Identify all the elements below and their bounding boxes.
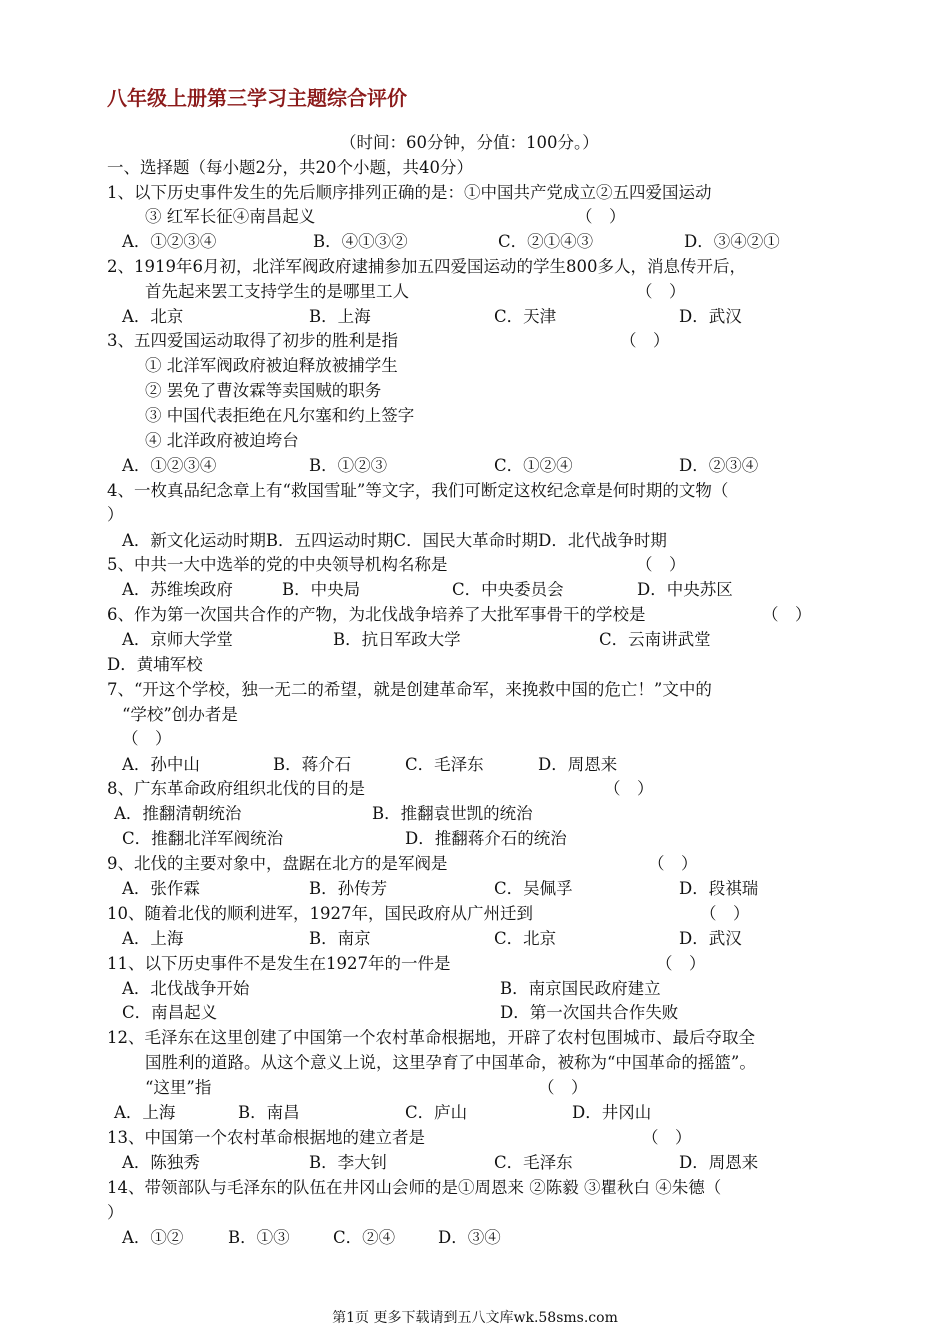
q1-option-d: D．③④②① [684, 232, 780, 251]
q12-answer-blank: （ ） [538, 1078, 588, 1097]
q3-item-2: ② 罢免了曹汝霖等卖国贼的职务 [145, 381, 382, 400]
q6-answer-blank: （ ） [762, 605, 812, 624]
q3-stem: 3、五四爱国运动取得了初步的胜利是指 [107, 331, 398, 350]
q3-option-c: C．①②④ [494, 456, 573, 475]
q14-option-d: D．③④ [438, 1228, 501, 1247]
q1-option-a: A．①②③④ [122, 232, 217, 251]
q2-option-a: A．北京 [122, 307, 184, 326]
q14-option-a: A．①② [122, 1228, 184, 1247]
time-and-score: （时间：60分钟，分值：100分。） [340, 133, 599, 152]
document-title: 八年级上册第三学习主题综合评价 [107, 86, 407, 110]
q7-stem: 7、“开这个学校，独一无二的希望，就是创建革命军，来挽救中国的危亡！”文中的 [107, 680, 712, 699]
q7-option-c: C．毛泽东 [405, 755, 484, 774]
q8-option-b: B．推翻袁世凯的统治 [372, 804, 533, 823]
q6-option-c: C．云南讲武堂 [599, 630, 711, 649]
q3-item-3: ③ 中国代表拒绝在凡尔塞和约上签字 [145, 406, 415, 425]
q1-stem-cont: ③ 红军长征④南昌起义 [145, 207, 316, 226]
q2-answer-blank: （ ） [636, 282, 686, 301]
q8-stem: 8、广东革命政府组织北伐的目的是 [107, 779, 365, 798]
q5-option-b: B．中央局 [282, 580, 361, 599]
page-footer: 第1页 更多下载请到五八文库wk.58sms.com [332, 1310, 618, 1326]
q7-option-b: B．蒋介石 [273, 755, 352, 774]
q7-answer-blank: （ ） [122, 729, 172, 748]
q10-option-c: C．北京 [494, 929, 557, 948]
q6-option-b: B．抗日军政大学 [333, 630, 461, 649]
q4-stem: 4、一枚真品纪念章上有“救国雪耻”等文字，我们可断定这枚纪念章是何时期的文物（ [107, 481, 729, 500]
q14-stem: 14、带领部队与毛泽东的队伍在井冈山会师的是①周恩来 ②陈毅 ③瞿秋白 ④朱德（ [107, 1178, 722, 1197]
q13-option-d: D．周恩来 [679, 1153, 759, 1172]
q3-option-b: B．①②③ [309, 456, 388, 475]
q8-option-c: C．推翻北洋军阀统治 [122, 829, 284, 848]
q7-option-d: D．周恩来 [538, 755, 618, 774]
q6-option-a: A．京师大学堂 [122, 630, 233, 649]
q3-option-a: A．①②③④ [122, 456, 217, 475]
q5-option-d: D．中央苏区 [637, 580, 733, 599]
section-heading: 一、选择题（每小题2分，共20个小题，共40分） [107, 158, 473, 177]
q9-option-b: B．孙传芳 [309, 879, 388, 898]
q14-option-c: C．②④ [333, 1228, 396, 1247]
q9-stem: 9、北伐的主要对象中，盘踞在北方的是军阀是 [107, 854, 448, 873]
q11-option-a: A．北伐战争开始 [122, 979, 250, 998]
q2-option-d: D．武汉 [679, 307, 742, 326]
q5-stem: 5、中共一大中选举的党的中央领导机构名称是 [107, 555, 448, 574]
q6-stem: 6、作为第一次国共合作的产物，为北伐战争培养了大批军事骨干的学校是 [107, 605, 646, 624]
q11-option-c: C．南昌起义 [122, 1003, 218, 1022]
q6-option-d: D．黄埔军校 [107, 655, 203, 674]
q10-option-a: A．上海 [122, 929, 184, 948]
q11-option-b: B．南京国民政府建立 [500, 979, 661, 998]
q1-stem: 1、以下历史事件发生的先后顺序排列正确的是：①中国共产党成立②五四爱国运动 [107, 183, 712, 202]
q1-option-b: B．④①③② [313, 232, 408, 251]
q8-answer-blank: （ ） [604, 779, 654, 798]
q12-stem-cont2: “这里”指 [145, 1078, 212, 1097]
q2-stem: 2、1919年6月初，北洋军阀政府逮捕参加五四爱国运动的学生800多人，消息传开后， [107, 257, 746, 276]
q13-option-a: A．陈独秀 [122, 1153, 200, 1172]
q12-stem-cont: 国胜利的道路。从这个意义上说，这里孕育了中国革命，被称为“中国革命的摇篮”。 [145, 1053, 756, 1072]
q1-answer-blank: （ ） [576, 207, 626, 226]
q9-option-a: A．张作霖 [122, 879, 200, 898]
q12-option-b: B．南昌 [238, 1103, 300, 1122]
q8-option-a: A．推翻清朝统治 [114, 804, 242, 823]
q10-answer-blank: （ ） [700, 904, 750, 923]
q10-option-d: D．武汉 [679, 929, 742, 948]
q9-option-c: C．吴佩孚 [494, 879, 573, 898]
q3-item-1: ① 北洋军阀政府被迫释放被捕学生 [145, 356, 398, 375]
q7-option-a: A．孙中山 [122, 755, 200, 774]
q3-item-4: ④ 北洋政府被迫垮台 [145, 431, 299, 450]
q7-stem-cont: “学校”创办者是 [122, 705, 238, 724]
q14-option-b: B．①③ [228, 1228, 290, 1247]
q10-stem: 10、随着北伐的顺利进军，1927年，国民政府从广州迁到 [107, 904, 533, 923]
q14-stem-cont: ） [107, 1203, 124, 1222]
q2-option-c: C．天津 [494, 307, 557, 326]
q13-option-c: C．毛泽东 [494, 1153, 573, 1172]
q5-answer-blank: （ ） [636, 555, 686, 574]
q12-option-d: D．井冈山 [572, 1103, 652, 1122]
q13-stem: 13、中国第一个农村革命根据地的建立者是 [107, 1128, 425, 1147]
q2-stem-cont: 首先起来罢工支持学生的是哪里工人 [145, 282, 409, 301]
q9-answer-blank: （ ） [648, 854, 698, 873]
q9-option-d: D．段祺瑞 [679, 879, 759, 898]
q3-answer-blank: （ ） [620, 331, 670, 350]
q3-option-d: D．②③④ [679, 456, 759, 475]
q11-stem: 11、以下历史事件不是发生在1927年的一件是 [107, 954, 451, 973]
q13-answer-blank: （ ） [642, 1128, 692, 1147]
q12-option-a: A．上海 [114, 1103, 176, 1122]
q11-answer-blank: （ ） [656, 954, 706, 973]
q5-option-c: C．中央委员会 [452, 580, 564, 599]
q13-option-b: B．李大钊 [309, 1153, 388, 1172]
q1-option-c: C．②①④③ [498, 232, 594, 251]
q10-option-b: B．南京 [309, 929, 371, 948]
q12-stem: 12、毛泽东在这里创建了中国第一个农村革命根据地，开辟了农村包围城市、最后夺取全 [107, 1028, 755, 1047]
q12-option-c: C．庐山 [405, 1103, 468, 1122]
q5-option-a: A．苏维埃政府 [122, 580, 233, 599]
q8-option-d: D．推翻蒋介石的统治 [405, 829, 567, 848]
q4-options: A．新文化运动时期B．五四运动时期C．国民大革命时期D．北代战争时期 [122, 531, 667, 550]
q2-option-b: B．上海 [309, 307, 371, 326]
q11-option-d: D．第一次国共合作失败 [500, 1003, 679, 1022]
q4-stem-cont: ） [107, 505, 124, 524]
